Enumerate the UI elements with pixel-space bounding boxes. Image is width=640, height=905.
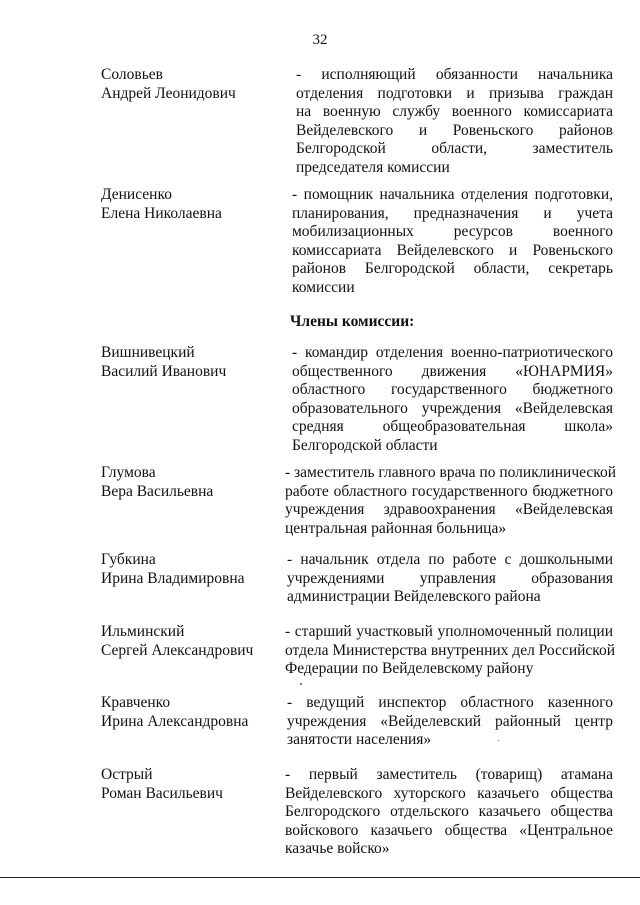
role-line: средняя общеобразовательная школа» xyxy=(292,418,613,435)
role-line: работе областного государственного бюджетного xyxy=(285,482,613,500)
person-role xyxy=(285,464,617,538)
person-surname: Вишнивецкий xyxy=(101,344,195,361)
role-line: образовательного учреждения «Вейделевская xyxy=(292,399,613,417)
role-line: - помощник начальника отделения подготовки, xyxy=(292,186,613,203)
person-surname: Глумова xyxy=(101,464,156,481)
person-given-name: Роман Васильевич xyxy=(101,784,223,802)
person-name xyxy=(101,186,276,223)
person-surname: Губкина xyxy=(101,551,156,568)
members-heading: Члены комиссии: xyxy=(290,313,415,330)
person-role xyxy=(292,186,613,297)
person-name xyxy=(101,464,276,501)
role-line: Вейделевского и Ровеньского районов xyxy=(296,121,613,139)
role-line: - заместитель главного врача по поликлинической xyxy=(285,464,617,481)
role-line: председателя комиссии xyxy=(296,158,450,176)
person-given-name: Вера Васильевна xyxy=(101,482,214,500)
scan-speck xyxy=(300,683,302,685)
person-given-name: Василий Иванович xyxy=(101,362,227,380)
role-line: центральная районная больница» xyxy=(285,519,507,537)
person-given-name: Андрей Леонидович xyxy=(101,84,236,102)
person-role xyxy=(287,694,613,750)
role-line: Вейделевского хуторского казачьего общества xyxy=(285,784,613,802)
person-role xyxy=(285,623,616,679)
role-line: учреждения здравоохранения «Вейделевская xyxy=(285,501,613,518)
person-given-name: Ирина Владимировна xyxy=(101,569,245,587)
person-surname: Денисенко xyxy=(101,186,172,203)
person-role xyxy=(296,66,613,177)
role-line: отдела Министерства внутренних дел Российской xyxy=(285,641,616,659)
role-line: Белгородской области, заместитель xyxy=(296,140,613,157)
person-role xyxy=(292,344,613,455)
role-line: администрации Вейделевского района xyxy=(287,588,541,605)
role-line: Белгородского отдельского казачьего общества xyxy=(285,803,613,820)
role-line: - старший участковый уполномоченный полиции xyxy=(285,623,613,640)
person-given-name: Елена Николаевна xyxy=(101,204,222,222)
role-line: планирования, предназначения и учета xyxy=(292,204,613,222)
role-line: Федерации по Вейделевскому району xyxy=(285,660,534,677)
scan-speck xyxy=(498,740,499,741)
role-line: комиссариата Вейделевского и Ровеньского xyxy=(292,241,613,259)
person-surname: Острый xyxy=(101,766,153,783)
role-line: комиссии xyxy=(292,278,355,296)
person-name xyxy=(101,66,276,103)
person-name xyxy=(101,623,276,660)
role-line: учреждениями управления образования xyxy=(287,569,613,587)
role-line: занятости населения» xyxy=(287,731,432,748)
role-line: общественного движения «ЮНАРМИЯ» xyxy=(292,362,613,380)
person-name xyxy=(101,766,276,803)
role-line: отделения подготовки и призыва граждан xyxy=(296,84,613,102)
role-line: районов Белгородской области, секретарь xyxy=(292,260,613,277)
person-surname: Соловьев xyxy=(101,66,163,83)
person-surname: Кравченко xyxy=(101,694,171,711)
person-given-name: Ирина Александровна xyxy=(101,712,249,730)
person-name xyxy=(101,344,276,381)
person-role xyxy=(285,766,613,859)
role-line: казачье войско» xyxy=(285,840,390,857)
role-line: Белгородской области xyxy=(292,436,438,454)
role-line: войскового казачьего общества «Центральное xyxy=(285,821,613,839)
role-line: - исполняющий обязанности начальника xyxy=(296,66,613,83)
page-number: 32 xyxy=(312,32,328,48)
role-line: учреждения «Вейделевский районный центр xyxy=(287,712,613,730)
scan-edge-line xyxy=(0,877,640,878)
role-line: - ведущий инспектор областного казенного xyxy=(287,694,613,711)
role-line: мобилизационных ресурсов военного xyxy=(292,223,613,240)
person-name xyxy=(101,551,276,588)
role-line: - командир отделения военно-патриотического xyxy=(292,344,613,361)
role-line: на военную службу военного комиссариата xyxy=(296,103,613,120)
person-surname: Ильминский xyxy=(101,623,185,640)
role-line: - начальник отдела по работе с дошкольными xyxy=(287,551,613,568)
person-name xyxy=(101,694,276,731)
person-role xyxy=(287,551,613,607)
role-line: - первый заместитель (товарищ) атамана xyxy=(285,766,613,783)
role-line: областного государственного бюджетного xyxy=(292,381,613,398)
person-given-name: Сергей Александрович xyxy=(101,641,254,659)
